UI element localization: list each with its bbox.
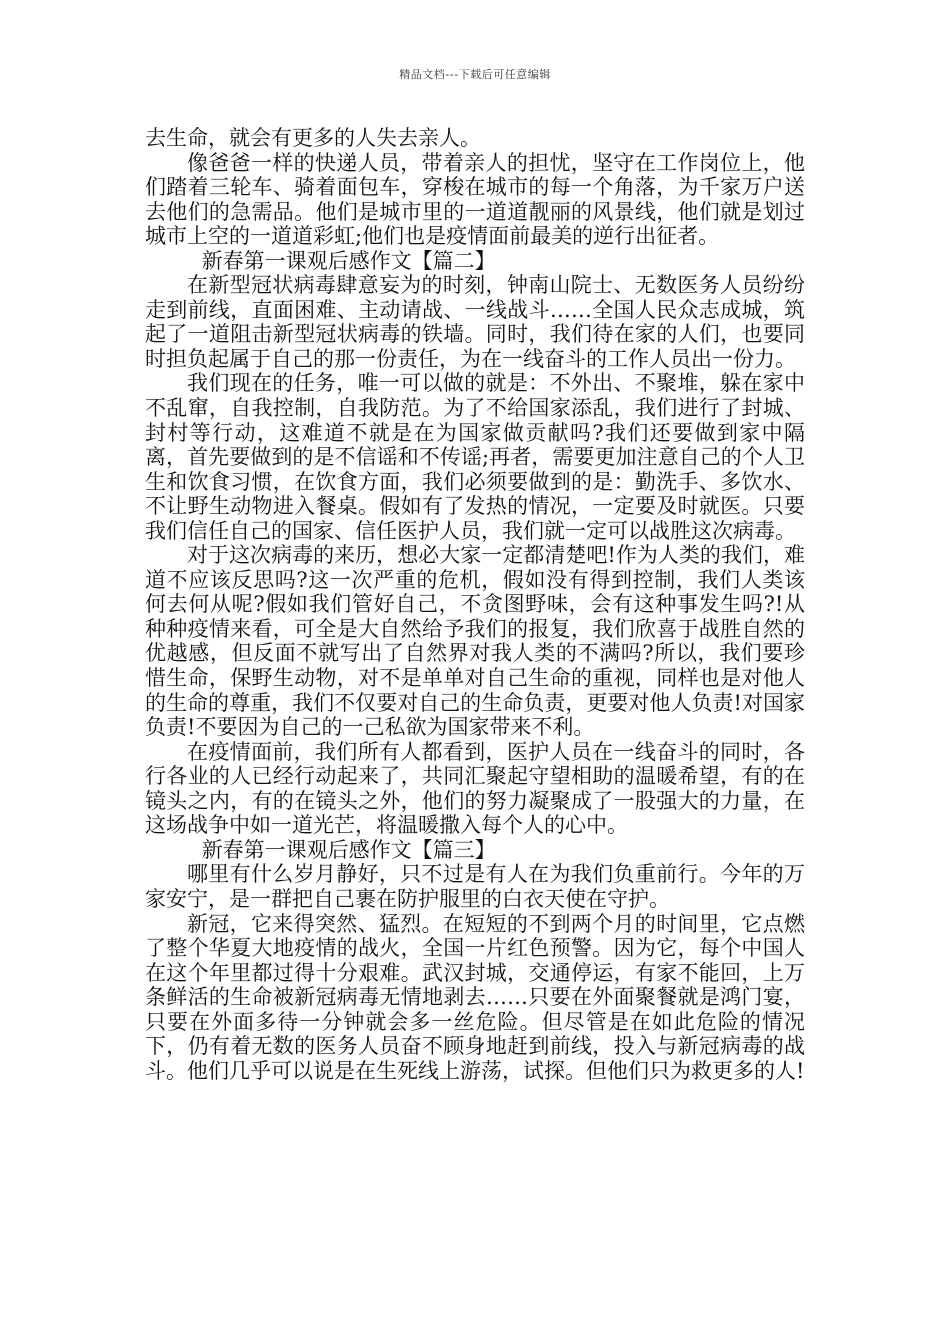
section-heading-part-two: 新春第一课观后感作文【篇二】 [201,248,496,273]
paragraph: 新冠，它来得突然、猛烈。在短短的不到两个月的时间里，它点燃了整个华夏大地疫情的战火，全国一片红色预警。因为它，每个中国人在这个年里都过得十分艰难。武汉封城，交通停运，有家不能回，上万条鲜活的生命被新冠病毒无情地剥去……只要在外面聚餐就是鸿门宴，只要在外面多待一分钟就会多一丝危险。但尽管是在如此危险的情况下，仍有着无数的医务人员奋不顾身地赶到前线，投入与新冠病毒的战斗。他们几乎可以说是在生死线上游荡，试探。但他们只为救更多的人! [145,911,805,1083]
section-heading-part-three: 新春第一课观后感作文【篇三】 [201,837,496,862]
paragraph: 在新型冠状病毒肆意妄为的时刻，钟南山院士、无数医务人员纷纷走到前线，直面困难、主动请战、一线战斗……全国人民众志成城，筑起了一道阻击新型冠状病毒的铁墙。同时，我们待在家的人们，也要同时担负起属于自己的那一份责任，为在一线奋斗的工作人员出一份力。 [145,273,805,371]
paragraph: 我们现在的任务，唯一可以做的就是：不外出、不聚堆，躲在家中不乱窜，自我控制，自我防范。为了不给国家添乱，我们进行了封城、封村等行动，这难道不就是在为国家做贡献吗?我们还要做到家中隔离，首先要做到的是不信谣和不传谣;再者，需要更加注意自己的个人卫生和饮食习惯，在饮食方面，我们必须要做到的是：勤洗手、多饮水、不让野生动物进入餐桌。假如有了发热的情况，一定要及时就医。只要我们信任自己的国家、信任医护人员，我们就一定可以战胜这次病毒。 [145,371,805,543]
paragraph: 对于这次病毒的来历，想必大家一定都清楚吧!作为人类的我们，难道不应该反思吗?这一次严重的危机，假如没有得到控制，我们人类该何去何从呢?假如我们管好自己，不贪图野味，会有这种事发生吗?!从种种疫情来看，可全是大自然给予我们的报复，我们欣喜于战胜自然的优越感，但反面不就写出了自然界对我人类的不满吗?所以，我们要珍惜生命，保野生动物，对不是单单对自己生命的重视，同样也是对他人的生命的尊重，我们不仅要对自己的生命负责，更要对他人负责!对国家负责!不要因为自己的一己私欲为国家带来不利。 [145,543,805,740]
paragraph: 像爸爸一样的快递人员，带着亲人的担忧，坚守在工作岗位上，他们踏着三轮车、骑着面包车，穿梭在城市的每一个角落，为千家万户送去他们的急需品。他们是城市里的一道道靓丽的风景线，他们就是划过城市上空的一道道彩虹;他们也是疫情面前最美的逆行出征者。 [145,150,805,249]
paragraph: 哪里有什么岁月静好，只不过是有人在为我们负重前行。今年的万家安宁，是一群把自己裹在防护服里的白衣天使在守护。 [145,862,805,911]
document-body [145,126,805,1083]
paragraph-continuation: 去生命，就会有更多的人失去亲人。 [145,126,481,150]
paragraph: 在疫情面前，我们所有人都看到，医护人员在一线奋斗的同时，各行各业的人已经行动起来了，共同汇聚起守望相助的温暖希望，有的在镜头之内，有的在镜头之外，他们的努力凝聚成了一股强大的力量，在这场战争中如一道光芒，将温暖撒入每个人的心中。 [145,739,805,838]
page-header: 精品文档---下载后可任意编辑 [399,68,551,81]
